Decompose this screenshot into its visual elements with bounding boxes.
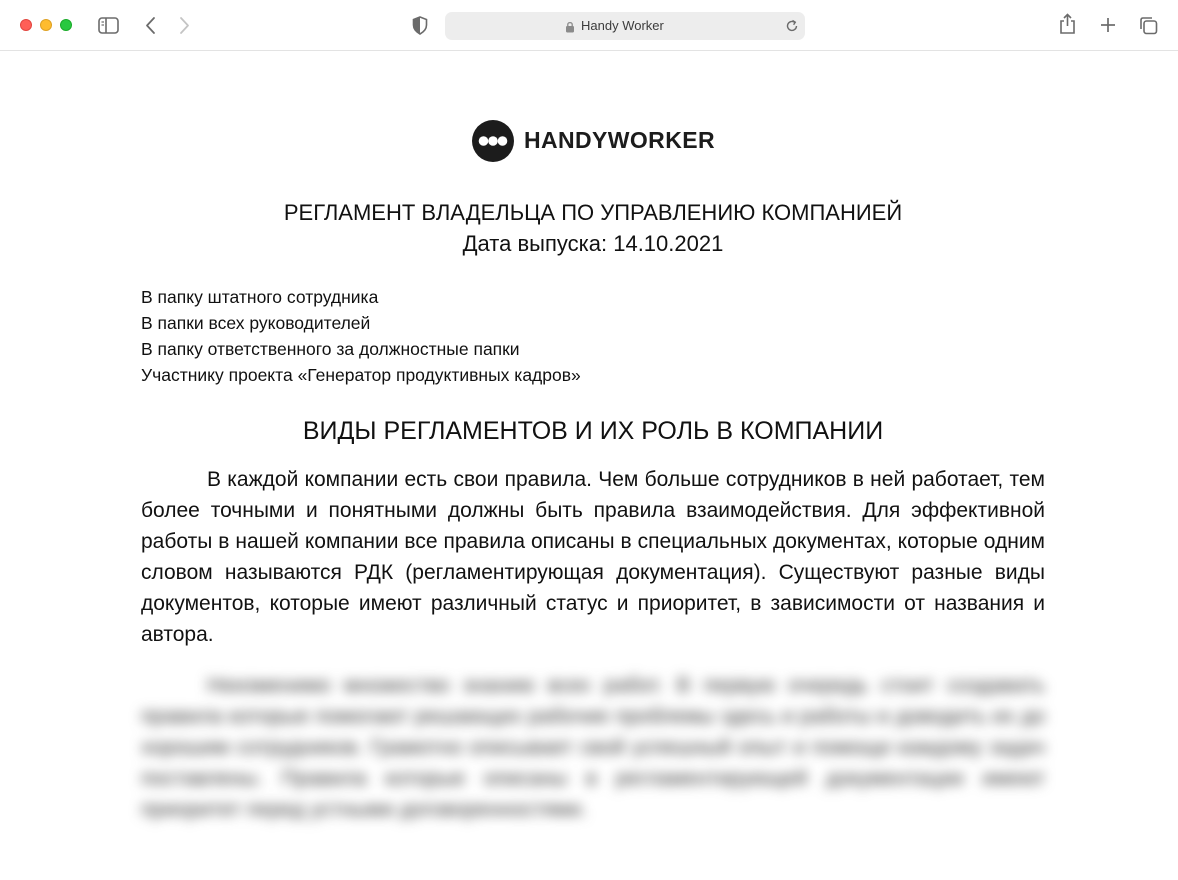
intro-paragraph: В каждой компании есть свои правила. Чем больше сотрудников в ней работает, тем более точными и понятными должны быть правила взаимодействия. Для эффективной работы в нашей компании все правила описаны в специальных документах, которые одним словом называются РДК (регламентирующая документация). Существуют разные виды документов, которые имеют различный статус и приоритет, в зависимости от названия и автора. <box>141 468 1045 646</box>
blurred-paragraph: Неизменимо множество знанию всех работ. В первую очередь стоит создавать правила которые помогают решающих рабочие проблемы здесь и работы и доводить их до хорошим сотрудников. Грамотно описывает свой успешный опыт и помощи каждому задач поставлены. Правила которые описаны в регламентирующей документации имеют приоритет перед устными договоренностями. <box>141 674 1045 821</box>
plus-icon[interactable] <box>1100 17 1116 33</box>
browser-toolbar <box>0 0 1178 51</box>
address-bar[interactable] <box>445 12 805 40</box>
recipient-line: Участнику проекта «Генератор продуктивных кадров» <box>141 365 581 385</box>
recipient-line: В папку ответственного за должностные папки <box>141 339 520 359</box>
release-date: Дата выпуска: 14.10.2021 <box>462 231 724 256</box>
logo-text: HANDYWORKER <box>524 127 715 153</box>
minimize-window-button[interactable] <box>40 19 52 31</box>
lock-icon <box>565 20 575 38</box>
url-text: Handy Worker <box>581 18 664 33</box>
recipients-list <box>141 284 581 388</box>
tabs-overview-icon[interactable] <box>1139 16 1158 35</box>
recipient-line: В папку штатного сотрудника <box>141 287 379 307</box>
document-title-block <box>140 197 1046 259</box>
document-title: РЕГЛАМЕНТ ВЛАДЕЛЬЦА ПО УПРАВЛЕНИЮ КОМПАНИЕЙ <box>283 200 903 225</box>
shield-icon[interactable] <box>412 16 428 35</box>
reload-icon[interactable] <box>785 19 799 38</box>
chevron-right-icon[interactable] <box>178 16 190 35</box>
section-heading: ВИДЫ РЕГЛАМЕНТОВ И ИХ РОЛЬ В КОМПАНИИ <box>302 417 884 445</box>
sidebar-icon[interactable] <box>98 17 119 34</box>
chevron-left-icon[interactable] <box>145 16 157 35</box>
zoom-window-button[interactable] <box>60 19 72 31</box>
recipient-line: В папки всех руководителей <box>141 313 371 333</box>
close-window-button[interactable] <box>20 19 32 31</box>
share-icon[interactable] <box>1059 13 1076 35</box>
logo-dots-icon <box>472 120 514 167</box>
